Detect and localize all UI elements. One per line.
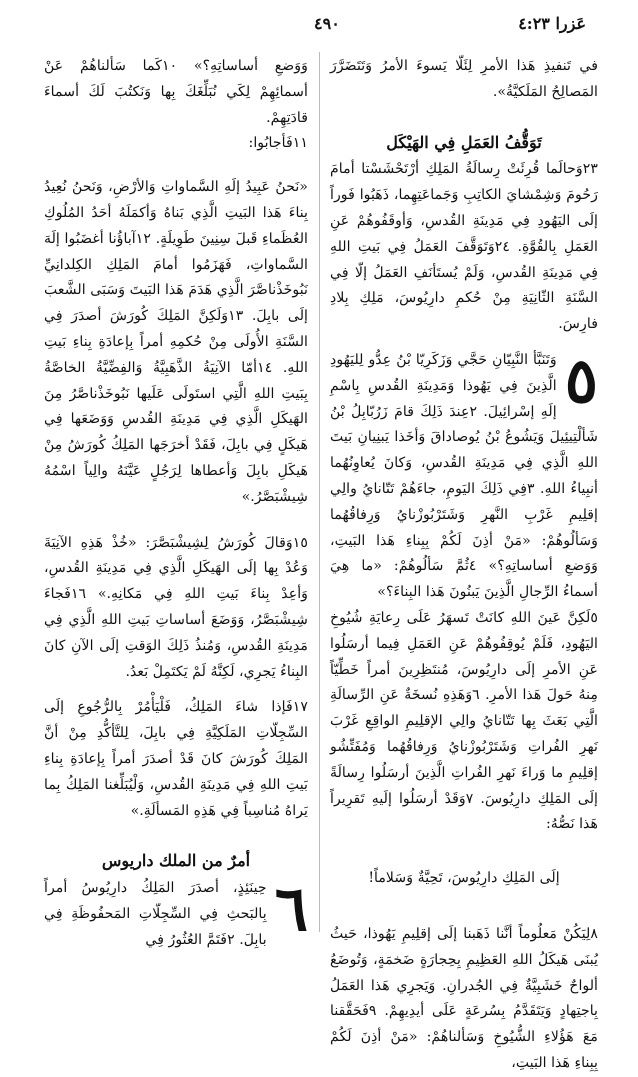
column-divider bbox=[319, 52, 320, 932]
paragraph: وَوَضعِ أساساتِهِ؟» ١٠كَما سَألناهُمْ عَنْ أسمائِهِمْ لِكَي نُبَلِّغَكَ بِها وَنَكتُبَ لَكَ أسماءَ قادَتِهِمْ. bbox=[44, 58, 308, 126]
paragraph: ٨لِيَكُنْ مَعلُوماً أنَّنا ذَهَبنا إلَى إقلِيمِ يَهُوذا، حَيثُ يُبنَى هَيكَلُ اللهِ العَظِيمِ بِحِجارَةٍ ضَخمَةٍ، وَتُوضَعُ ألواحٌ خَشَبِيَّةٌ فِي الجُدرانِ. وَيَجرِي هَذا العَمَلُ بِاجتِهادٍ وَيَتَقَدَّمُ بِسُرعَةٍ عَلَى أيدِيهِمْ. ٩فَحَقَّقنا مَعَ هَؤُلاءِ الشُّيُوخِ وَسَألناهُمْ: «مَنْ أذِنَ لَكُمْ بِبِناءِ هَذا البَيتِ، bbox=[330, 925, 598, 1071]
running-header-reference: عَزرا ٤:٢٣ bbox=[518, 14, 586, 33]
paragraph: ٢٣وَحالَما قُرِئَتْ رِسالَةُ المَلِكِ أرْتَحْشَسْتا أمامَ رَحُومَ وَشِمْشايَ الكاتِبِ وَجَماعَتِهِما، ذَهَبُوا فَوراً إلَى اليَهُودِ فِي مَدِينَةِ القُدسِ، وَأوقَفُوهُمْ عَنِ العَمَلِ بِالقُوَّةِ. ٢٤وَتَوَقَّفَ العَمَلُ فِي بَيتِ اللهِ فِي مَدِينَةِ القُدسِ، وَلَمْ يُستَأنَفِ العَمَلُ إلّا فِي السَّنَةِ الثّانِيَةِ مِنْ حُكمِ دارِيُوسَ، مَلِكِ بِلادِ فارِسَ. bbox=[330, 161, 598, 333]
left-column bbox=[44, 54, 308, 954]
paragraph: «نَحنُ عَبِيدُ إلَهِ السَّماواتِ وَالأرْضِ، وَنَحنُ نُعِيدُ بِناءَ هَذا البَيتِ الَّذِي بَناهُ وَأكمَلَهُ أحَدُ المُلُوكِ العُظَماءِ قَبلَ سِنِينَ طَوِيلَةٍ. ١٢آباؤُنا أغضَبُوا إلَهَ السَّماواتِ، فَهَزَمُوا أمامَ المَلِكِ الكِلدانِيِّ نَبُوخَذْناصَّرَ الَّذِي هَدَمَ هَذا البَيتَ وَسَبَى الشَّعبَ إلَى بابِلَ. ١٣وَلَكِنَّ المَلِكَ كُورَشَ أصدَرَ فِي السَّنَةِ الأُولَى مِنْ حُكمِهِ أمراً بِإعادَةِ بِناءِ بَيتِ اللهِ. ١٤أمّا الآنِيَةُ الذَّهَبِيَّةُ وَالفِضِّيَّةُ الخاصَّةُ بِبَيتِ اللهِ الَّتِي استَولَى عَلَيها نَبُوخَذْناصَّرُ مِنَ الهَيكَلِ الَّذِي فِي مَدِينَةِ القُدسِ وَوَضَعَها فِي هَيكَلٍ فِي بابِلَ، فَقَدْ أخرَجَها المَلِكُ كُورَشُ مِنْ هَيكَلِ بابِلَ وَأعطاها لِرَجُلٍ عَيَّنَهُ والِياً اسْمُهُ شِيشْبَصَّرُ.» bbox=[44, 179, 308, 505]
paragraph bbox=[330, 343, 598, 606]
paragraph: في تَنفيذِ هَذا الأمرِ لِئَلّا يَسوءَ الأمرُ وَتَتَضَرَّرَ المَصالِحُ المَلَكيَّةُ». bbox=[330, 58, 598, 100]
chapter-number: ٥ bbox=[564, 343, 598, 417]
right-column bbox=[330, 54, 598, 1077]
paragraph-text: وَتَنَبَّأ النَّبِيّانِ حَجَّي وَزَكَرِيّا بْنُ عِدُّو لِليَهُودِ الَّذِينَ فِي يَهُوذا وَمَدِينَةِ القُدسِ بِاسْمِ إلَهِ إسْرائِيلَ. ٢عِندَ ذَلِكَ قامَ زَرُبّابِلُ بْنُ شَألْتِيئِيلَ وَيَشُوعُ بْنُ يُوصاداقَ وَأخَذا يَبنِيانِ بَيتَ اللهِ الَّذِي فِي مَدِينَةِ القُدسِ، وَكانَ يُعاوِنُهُما أنبِياءُ اللهِ. ٣فِي ذَلِكَ اليَومِ، جاءَهُمْ تَتّانايُ والِي إقلِيمِ غَرْبِ النَّهرِ وَشَتَرْبُوزْنايُ وَرِفاقُهُما وَسَألُوهُمْ: «مَنْ أذِنَ لَكُمْ بِبِناءِ هَذا البَيتِ، وَوَضعِ أساساتِهِ؟» ٤ثُمَّ سَألُوهُمْ: «ما هِيَ أسماءُ الرِّجالِ الَّذِينَ يَبنُونَ هَذا البِناءَ؟» bbox=[330, 351, 598, 601]
paragraph: ١١فَأجابُوا: bbox=[248, 135, 308, 152]
page-number: ٤٩٠ bbox=[314, 14, 340, 33]
letter-greeting: إلَى المَلِكِ دارِيُوسَ، تَحِيَّةٌ وَسَلاماً! bbox=[368, 870, 560, 887]
paragraph: ١٥وَقالَ كُورَشُ لِشِيشْبَصَّرَ: «خُذْ هَذِهِ الآنِيَةَ وَعُدْ بِها إلَى الهَيكَلِ الَّذِي فِي مَدِينَةِ القُدسِ، وَأعِدْ بِناءَ بَيتِ اللهِ فِي مَكانِهِ.» ١٦فَجاءَ شِيشْبَصَّرُ، وَوَضَعَ أساساتِ بَيتِ اللهِ الَّذِي فِي مَدِينَةِ القُدسِ، وَمُنذُ ذَلِكَ الوَقتِ إلَى الآنِ كانَ البِناءُ يَجرِي، لَكِنَّهُ لَمْ يَكتَمِلْ بَعدُ. bbox=[44, 534, 308, 680]
section-heading: تَوَقُّفُ العَمَلِ فِي الهَيْكَل bbox=[386, 132, 542, 152]
paragraph-text: حِينَئِذٍ، أصدَرَ المَلِكُ دارِيُوسُ أمراً بِالبَحثِ فِي السِّجِلّاتِ المَحفُوظَةِ فِي بابِلَ. ٢فَتَمَّ العُثُورُ فِي bbox=[44, 880, 267, 948]
section-heading: أمرٌ من الملك داريوس bbox=[101, 851, 251, 871]
paragraph: ١٧فَإذا شاءَ المَلِكُ، فَلْيَأْمُرْ بِالرُّجُوعِ إلَى السِّجِلّاتِ المَلَكِيَّةِ فِي بابِلَ، لِلتَّأكُّدِ مِنْ أنَّ المَلِكَ كُورَشَ كانَ قَدْ أصدَرَ أمراً بِإعادَةِ بِناءِ بَيتِ اللهِ فِي مَدِينَةِ القُدسِ، وَلْيُبَلِّغنا المَلِكُ بِما يَراهُ مُناسِباً فِي هَذِهِ المَسألَةِ.» bbox=[44, 699, 308, 819]
chapter-number: ٦ bbox=[274, 872, 308, 946]
paragraph bbox=[44, 872, 308, 953]
paragraph: ٥لَكِنَّ عَينَ اللهِ كانَتْ تَسهَرُ عَلَى رِعايَةِ شُيُوخِ اليَهُودِ، فَلَمْ يُوقِفُوهُمْ عَنِ العَمَلِ فِيما أرسَلُوا عَنِ الأمرِ إلَى دارِيُوسَ، مُنتَظِرِينَ أمراً خَطِّيّاً مِنهُ حَولَ هَذا الأمرِ. ٦وَهَذِهِ نُسخَةٌ عَنِ الرِّسالَةِ الَّتِي بَعَثَ بِها تَتّانايُ والِي الإقلِيمِ الواقِعِ غَرْبَ نَهرِ الفُراتِ وَشَتَرْبُوزْنايُ وَرِفاقُهُما وَمُفَتِّشُو إقلِيمِ ما وَراءَ نَهرِ الفُراتِ الَّذِينَ أرسَلُوا رِسالَةً إلَى المَلِكِ دارِيُوسَ. ٧وَقَدْ أرسَلُوا إلَيهِ تَقرِيراً هَذا نَصُّهُ: bbox=[330, 609, 598, 833]
